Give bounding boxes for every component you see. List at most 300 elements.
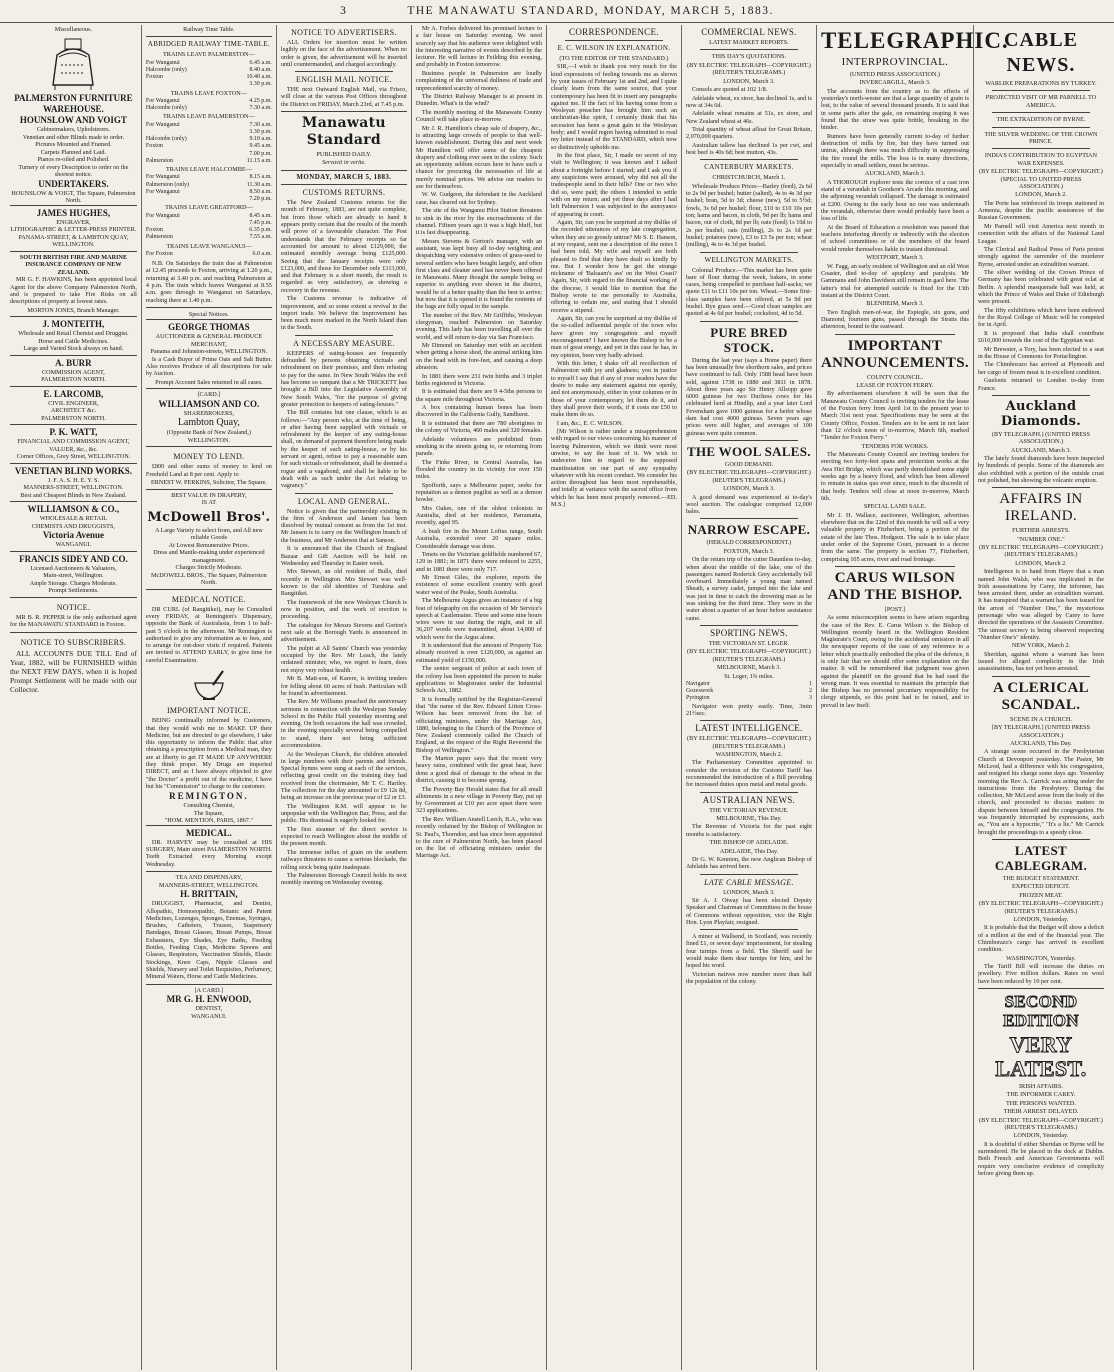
timetable-destination: For Wanganui xyxy=(145,98,180,105)
ad-text: £800 and other sums of money to lend on Freehold Land at 8 per cent. Apply to xyxy=(145,463,272,478)
land-sale-sub: SPECIAL LAND SALE. xyxy=(863,503,927,511)
article-para: By advertisement elsewhere it will be seen that the Manawatu County Council is inviting tenders for the lease of the Foxton ferry from April 1st in the present year to March 31st next year. Specifications may be seen at the County Office, Foxton. Tenders are to be sent in not later than 12 o'clock noon of to-morrow, March 6th, marked "Tender for Foxton Ferry." xyxy=(820,390,969,442)
ad-line: (Opposite Bank of New Zealand,) xyxy=(166,429,251,437)
news-item: The Marton paper says that the recent very heavy rains, combined with the great heat, have done a good deal of damage to the wheat in the district, causing it to become sprung. xyxy=(415,755,542,785)
article-para: Mr J. H. Wallace, auctioneer, Wellington, advertises elsewhere that on the 22nd of this month he will sell a very valuable property in Fitzherbert, being a portion of the estate of the late Thos. Hodgson. The sale is to take place under order of the Supreme Court, pursuant to a decree from the same. The property is section 77, Fitzherbert, comprising 105 acres, river and road frontage. xyxy=(820,511,969,563)
cable-item: Mr Brewster, a Tory, has been elected to a seat in the House of Commons for Portarlington. xyxy=(977,345,1104,360)
news-item: Mrs Oakes, one of the oldest colonists in Australia, died at her residence, Parramatta, recently, aged 95. xyxy=(415,504,542,527)
ad-text: DR. HARVEY may be consulted at HIS SURGERY, Main street PALMERSTON NORTH. Teeth Extracted every Morning except Wednesday. xyxy=(145,838,272,868)
article-para: At the Board of Education a resolution was passed that teachers interfering directly or indirectly with the election of school committees or of the members of the board would render themselves liable to instant dismissal. xyxy=(820,223,969,253)
ad-line: MANNERS-STREET, WELLINGTON. xyxy=(23,484,124,492)
ad-line: IS AT xyxy=(201,499,217,507)
ad-text: DR CURL (of Rangitikei), may be Consulted every FRIDAY, at Remington's Dispensary, opposite the Bank of Australasia, from 1 to half-past 5 o'clock in the afternoon. Mr Remington is authorised to give any information as to fees, and to arrange for out-door visits if required. Patients are invited to ATTEND EARLY, to give time for careful Examination. xyxy=(145,605,272,664)
auckland-diamonds-heading: Auckland Diamonds. xyxy=(1000,398,1082,429)
timetable-time: 11.30 a.m. xyxy=(246,181,272,188)
canterbury-heading: CANTERBURY MARKETS. xyxy=(704,163,794,172)
cable-news-heading: CABLE NEWS. xyxy=(1004,29,1078,76)
race-result-row xyxy=(686,688,812,695)
quote-item: Total quantity of wheat afloat for Great Britain, 2,070,000 quarters. xyxy=(685,126,812,141)
misc-text: A miner at Wallsend, in Scotland, was recently fined £1, or seven days' imprisonment, for stealing four turnips from a field. The Sheriff said he would make them dear turnips for him, and he hoped his word. xyxy=(685,933,812,970)
telegraph-credit: (BY ELECTRIC TELEGRAPH—COPYRIGHT.) (SPECIAL TO UNITED PRESS ASSOCIATION.) xyxy=(979,168,1103,191)
wool-sub: GOOD DEMAND. xyxy=(724,460,773,468)
ad-line: PALMERSTON NORTH. xyxy=(41,376,106,384)
furniture-illustration-icon xyxy=(43,35,103,91)
ad-line: Cabinetmakers, Upholsterers. xyxy=(36,126,111,134)
timetable-row xyxy=(146,220,272,227)
news-item: Mr J. R. Hamilton's cheap sale of drapery, &c., is attracting large crowds of people to that well-known establishment. During this and next week Mr Hamilton will offer some of the cheapest drapery and clothing ever seen in the colony. Such an opportunity seldom occurs here to have such a chance for procuring the necessaries of life at merely nominal prices. We advise our readers to see for themselves. xyxy=(415,124,542,190)
commercial-quotes xyxy=(686,86,812,156)
timetable-row xyxy=(146,60,272,67)
news-item: The pulpit at All Saints' Church was yesterday occupied by the Rev. Mr Leach, the lately ordained minister, who, we regret to learn, does not enjoy very robust health. xyxy=(280,644,407,674)
telegraph-credit: [BY TELEGRAPH.] (UNITED PRESS ASSOCIATION.) xyxy=(991,724,1090,739)
masthead-page-number: 3 xyxy=(340,5,348,17)
pure-bred-text: During the last year (says a Home paper) there has been unusually few shorthorn sales, and prices have continued to fall. Only 1588 head have been sold, against 1738 in 1880 and 3811 in 1878. About three years ago Sir Henry Allsopp gave 6000 guineas for two Duchess cows for his celebrated herd at Hindlip, and a year later Lord Fevensham gave 1000 guineas for a heifer whose dam had cost 4000 guineas. Seven years ago prices were still higher, and averages of 100 guineas were quite common. xyxy=(685,356,812,437)
advertisement-insurance xyxy=(10,251,137,316)
news-item: The Rev. Mr Williams preached the anniversary sermons in connection with the Wesleyan Sunday School in the Public Hall yesterday morning and evening. On both occasions the hall was crowded, in the evening especially several being compelled to stand, there not being sufficient accommodation. xyxy=(280,698,407,750)
timetable-row xyxy=(146,227,272,234)
ad-line: Lambton Quay, xyxy=(177,417,240,429)
ad-line: BEST VALUE IN DRAPERY, xyxy=(171,491,247,499)
timetable-time: 9.45 a.m. xyxy=(249,143,272,150)
ad-line: PANAMA-STREET, & LAMBTON QUAY, WELLINGTON. xyxy=(18,233,129,249)
wool-text: A good demand was experienced at to-day's wool auction. The catalogue comprised 12,000 bales. xyxy=(685,493,812,516)
news-item: Adelaide volunteers are prohibited from smoking in the streets going to, or returning from parade. xyxy=(415,435,542,458)
article-para: The Customs revenue is indicative of improvement, and so some extent a revival in the import trade. We believe the improvement has been much more marked in the North Island than in the South. xyxy=(280,295,407,332)
article-para: The accounts from the country as to the effects of yesterday's north-wester are that a large quantity of grain is lost, to the value of several thousand pounds. It is said that in some parts after the gale, on remaining reaping it was found that the straw was quite brittle, breaking in the binder. xyxy=(820,87,969,132)
timetable-time: 3.30 p.m. xyxy=(249,129,272,136)
race-text: Navigator won pretty easily. Time, 3min 21½sec. xyxy=(685,702,812,717)
telegraph-credit: (BY ELECTRIC TELEGRAPH—COPYRIGHT.) (REUTER'S TELEGRAMS.) xyxy=(979,544,1103,559)
letter-para: I am, &c., E. C. WILSON. xyxy=(556,419,623,427)
cable-subhead: THE SILVER WEDDING OF THE CROWN PRINCE. xyxy=(984,130,1098,146)
bishop-sub: THE BISHOP OF ADELAIDE. xyxy=(709,839,789,847)
timetable-destination: For Wanganui xyxy=(145,59,180,66)
quote-item: Consols are quoted at 102 1/8. xyxy=(691,86,768,94)
ad-line: DENTIST, xyxy=(195,1005,223,1013)
dateline: LONDON, March 2. xyxy=(1015,191,1067,199)
ad-line: WELLINGTON. xyxy=(187,436,231,444)
ad-line: MANNERS-STREET, WELLINGTON. xyxy=(158,881,259,889)
ad-line: The Square, xyxy=(193,809,224,817)
latest-intelligence-heading: LATEST INTELLIGENCE. xyxy=(695,723,803,734)
timetable-time: 7.20 p.m. xyxy=(249,196,272,203)
timetable-time: 8.40 a.m. xyxy=(249,67,272,74)
ad-line: Corner Offices, Grey Street, WELLINGTON. xyxy=(16,453,131,461)
news-item: The Poverty Bay Herald states that for all small allotments in a new village in Poverty Bay, put up by Government at £10 per acre upset there were 323 applications. xyxy=(415,785,542,815)
ad-line: PALMERSTON NORTH. xyxy=(41,414,106,422)
second-edition-heading: SECOND EDITION xyxy=(1003,991,1079,1030)
commercial-news-heading: COMMERCIAL NEWS. xyxy=(701,27,797,37)
ad-name: WILLIAMSON AND CO. xyxy=(158,398,260,409)
very-latest-heading: VERY LATEST. xyxy=(995,1031,1087,1081)
ad-heading: TEA AND DISPENSARY, xyxy=(175,874,243,882)
very-latest-sub: THEIR ARREST DELAYED. xyxy=(1003,1108,1079,1116)
cable-item: Mr Parnell will visit America next month in connection with the affairs of the National Land League. xyxy=(977,222,1104,245)
timetable-row xyxy=(146,122,272,129)
timetable-section-title: TRAINS LEAVE FOXTON— xyxy=(170,89,247,97)
news-item: Mr Ernest Giles, the explorer, reports the existence of some excellent country with good water west of the Peake, South Australia. xyxy=(415,574,542,596)
tenders-sub: TENDERS FOR WORKS. xyxy=(861,442,929,450)
dateline: BLENHEIM, March 3. xyxy=(866,300,924,308)
dateline: LONDON, March 3. xyxy=(723,485,775,493)
ad-line: ARCHITECT &c. xyxy=(50,407,97,415)
timetable-time: 3.30 p.m. xyxy=(249,81,272,88)
column-3 xyxy=(276,25,411,1370)
news-item: The District Railway Manager is at present in Dunedin. What's in the wind? xyxy=(415,93,542,108)
news-item: The Wellington R.M. will appear to be unpopular with the Wellington Bar, Press, and the public. His dismissal is eagerly looked for. xyxy=(280,802,407,825)
advertisement-mcdowell xyxy=(146,489,272,589)
timetable-section xyxy=(146,98,272,112)
news-item: Notice is given that the partnership existing in the firm of Anderson and Jansen has been dissolved by mutual consent as from the 1st inst. Mr Jansen is to carry on the Wellington branch of the business, and Mr Anderson that at Sanson. xyxy=(280,507,407,544)
timetable-section xyxy=(146,122,272,165)
masthead-date: MONDAY, MARCH 5, 1883. xyxy=(603,5,774,17)
dateline: ADELAIDE, This Day. xyxy=(719,847,779,855)
ad-line: Panama and Johnston-streets, WELLINGTON. xyxy=(150,348,268,356)
ad-heading: MEDICAL. xyxy=(186,827,232,838)
race-result-row xyxy=(686,695,812,702)
news-item: In 1881 there were 231 twin births and 3 triplet births registered in Victoria. xyxy=(415,372,542,387)
very-latest-sub: THE INFORMER CAREY. xyxy=(1006,1091,1076,1099)
latest-cablegram-heading: LATEST CABLEGRAM. xyxy=(994,842,1088,873)
ad-name: McDowell Bros'. xyxy=(147,509,271,525)
ireland-sub: FURTHER ARRESTS. xyxy=(1012,527,1070,535)
mortar-and-pestle-icon xyxy=(189,669,229,703)
notice-text: ALL ACCOUNTS DUE TILL End of Year, 1882, will be FURNISHED within the NEXT FEW DAYS, when it is hoped Prompt Settlement will be made with our Collector. xyxy=(10,648,137,694)
cable-subhead: PROJECTED VISIT OF MR PARNELL TO AMERICA. xyxy=(985,94,1097,109)
timetable-section-title: TRAINS LEAVE PALMERSTON— xyxy=(163,51,255,59)
timetable-row xyxy=(146,81,272,88)
ad-line: Horse and Cattle Medicines. xyxy=(38,337,109,345)
cablegram-sub: THE BUDGET STATEMENT. xyxy=(1002,874,1080,882)
motto: Servavit in verite. xyxy=(321,159,366,167)
advertisement-watt xyxy=(10,424,137,463)
ad-name: E. LARCOMB, xyxy=(43,388,104,399)
english-mail-heading: ENGLISH MAIL NOTICE. xyxy=(296,75,392,85)
ad-line: Main-street, Wellington. xyxy=(43,572,104,580)
ad-heading: MONEY TO LEND. xyxy=(173,452,245,462)
timetable-time: 8.50 a.m. xyxy=(249,188,272,195)
telegraph-credit: (BY TELEGRAPH.) (UNITED PRESS ASSOCIATION.) xyxy=(991,430,1090,446)
article-para: W. Fagg, an early resident of Wellington and an old West Coaster, died to-day of apoplexy and paralysis. Mr Gammans and John Davidson still remain in gaol here. The latter's trial for attempted suicide is fixed for the 13th instant at the District Court. xyxy=(820,262,969,299)
timetable-destination xyxy=(146,220,222,227)
dateline: AUCKLAND, March 3. xyxy=(864,170,926,178)
ad-line: FINANCIAL AND COMMISSION AGENT, xyxy=(17,438,130,446)
ad-line: Victoria Avenue xyxy=(42,530,105,541)
article-para: KEEPERS of eating-houses are frequently defrauded by persons obtaining victuals and refreshment on their premises, and then refusing to pay for the same. In New South Wales the evil has become so rampant that a Mr TRICKETT has brought a Bill into the Legislative Assembly of New South Wales, "for the purpose of giving greater protection to keepers of eating-houses." xyxy=(280,349,407,408)
timetable-destination: Halcombe (only) xyxy=(145,136,187,143)
ad-line: SHAREBROKERS, xyxy=(183,409,235,417)
race-name: St. Leger, 1¾ miles. xyxy=(724,672,774,680)
column-2 xyxy=(141,25,276,1370)
ad-line: McDOWELL BROS., The Square, Palmerston North. xyxy=(151,571,267,587)
scandal-sub: SCENE IN A CHURCH. xyxy=(1010,715,1072,723)
horse-place: 1 xyxy=(808,680,812,687)
pure-bred-heading: PURE BRED STOCK. xyxy=(710,324,788,355)
advertisement-burr xyxy=(10,355,137,386)
notice-advertisers-text: ALL Orders for insertion must be written legibly on the face of the advertisement. When no order is given, the advertisement will be inserted until countermanded, and charged accordingly. xyxy=(280,39,407,68)
ad-line: Best and Cheapest Blinds in New Zealand. xyxy=(20,491,127,499)
ad-name: J. MONTEITH, xyxy=(42,319,105,330)
ad-name: A. BURR xyxy=(55,357,92,368)
dateline: LONDON, Yesterday. xyxy=(1013,915,1069,923)
news-item: It is formally notified by the Registrar-General that "the name of the Rev. Edward Litton Cross-Wilson has been removed from the list of officiating ministers, under the Marriage Act, 1880, belonging to the Church of the Province of New Zealand commonly called the Church of England, at the request of the Right Reverend the Bishop of Wellington." xyxy=(415,695,542,754)
cable-news-article xyxy=(978,200,1104,392)
ad-line: VALUER, &c., &c. xyxy=(49,445,98,453)
columns xyxy=(6,25,1108,1370)
timetable-destination xyxy=(146,151,224,158)
timetable-time: 6.35 p.m. xyxy=(249,227,272,234)
ad-line: AUCTIONEER & GENERAL PRODUCE MERCHANT, xyxy=(155,333,263,348)
timetable-destination: For Foxton xyxy=(145,250,173,257)
dateline: WASHINGTON, March 2. xyxy=(715,750,783,758)
timetable-row xyxy=(146,67,272,74)
ad-line: Consulting Chemist, xyxy=(183,802,235,810)
article-para: A strange scene occurred in the Presbyterian Church at Devonport yesterday. The Pastor, Mr McLeod, had a difference with his congregation, and resigned his charge some days ago. Yesterday morning the Rev A. Carrick was acting under the instructions from the Presbytery. During the collection, Mr McLeod arose from the body of the church, and proceeded to discuss matters in dispute between himself and the congregation. He was frequently interrupted by expressions, such as, "You are a hypocrite," "It's a lie." Mr Carrick brought the proceedings to a speedy close. xyxy=(977,748,1104,836)
news-item: Mr B. Matt-son, of Karere, is inviting tenders for felling about 60 acres of bush. Particulars will be found in advertisement. xyxy=(280,675,407,697)
cable-item: The Chimborazo has arrived at Plymouth and her cargo of frozen meat is in excellent condition. xyxy=(977,361,1104,376)
advertisement-blinds xyxy=(10,463,137,502)
ad-name: H. BRITTAIN, xyxy=(180,889,238,900)
cablegram-sub: EXPECTED DEFICIT. xyxy=(1011,883,1070,891)
wellington-text: Colonial Produce.—This market has been quite bare of flour during the week, bakers, in some cases, being compelled to purchase half-sacks; we quote £11 to £11 10s per ton. Wheat.—Some first-class samples have been offered, at 5s 9d per bushel. Rye grass seed.—Good clean samples are quoted at 4s 6d per bushel; cocksfoot, 4d to 5d. xyxy=(685,266,812,318)
ad-signature: HOUNSLOW & VOIGT, The Square, Palmerston North. xyxy=(11,189,136,205)
masthead xyxy=(0,0,1114,23)
narrow-escape-text: On the return trip of the cutter Dauntless to-day, when about the middle of the lake, one of the passengers named Roderick Grey accidentally fell overboard. Immediately a young man named Sheath, a survey cadet, jumped into the lake and was just in time to catch the drowning man as he was sinking for the third time. They were in the water about a quarter of an hour before assistance came. xyxy=(685,556,812,622)
undertakers-heading: UNDERTAKERS. xyxy=(38,178,109,189)
timetable-destination: Foxton xyxy=(145,227,163,234)
local-general-heading: LOCAL AND GENERAL. xyxy=(297,496,390,506)
timetable-destination: For Wanganui xyxy=(145,121,180,128)
carus-wilson-heading: CARUS WILSON AND THE BISHOP. xyxy=(827,569,963,603)
timetable-time: 7.30 a.m. xyxy=(249,105,272,112)
source-credit: [POST.] xyxy=(884,605,906,613)
advertisement-medical-notice xyxy=(146,589,272,668)
ad-line: Charges Strictly Moderate. xyxy=(175,564,243,572)
quote-item: Adelaide wheat, ex store, has declined 1s, and is now at 34s 6d. xyxy=(685,94,812,109)
dateline: CHRISTCHURCH, March 1. xyxy=(712,174,786,182)
ad-card: [A CARD.] xyxy=(194,986,224,994)
timetable-row xyxy=(146,234,272,241)
timetable-section-title: TRAINS LEAVE PALMERSTON— xyxy=(163,113,255,121)
news-item: Business people in Palmerston are loudly complaining of the universal dullness of trade and unprecedented scarcity of money. xyxy=(415,69,542,92)
telegraphic-heading: TELEGRAPHIC. xyxy=(820,28,1009,53)
news-item: The site of the Wanganui Pilot Station threatens to sink in the river by the encroachments of the channel. Fifteen years ago it was a high bluff, but it is fast disappearing. xyxy=(415,207,542,237)
race-results xyxy=(686,681,812,703)
notice-heading: NOTICE. xyxy=(56,602,91,612)
ad-name: VENETIAN BLIND WORKS. xyxy=(14,465,132,476)
wellington-heading: WELLINGTON MARKETS. xyxy=(704,255,794,264)
quote-item: Adelaide wheat remains at 51s, ex store, and New Zealand wheat at 46s. xyxy=(685,110,812,125)
timetable-row xyxy=(146,105,272,112)
furniture-firm-name: HOUNSLOW AND VOIGT xyxy=(19,115,127,126)
news-item: Spofforth, says a Melbourne paper, seeks for reputation as a demon pugilist as well as a demon bowler. xyxy=(415,481,542,504)
telegraph-credit: (BY ELECTRIC TELEGRAPH—COPYRIGHT.) (REUTER'S TELEGRAMS.) xyxy=(687,735,811,750)
victorian-revenue-sub: THE VICTORIAN REVENUE. xyxy=(709,806,789,814)
ireland-sub: "NUMBER ONE." xyxy=(1017,535,1065,543)
timetable-time: 8.15 a.m. xyxy=(249,174,272,181)
timetable-time: 7.55 a.m. xyxy=(249,234,272,241)
news-item: The senior sergeant of police at each town of the colony has been appointed the person to make applications to Magistrates under the Industrial Schools Act, 1882. xyxy=(415,665,542,695)
letter-para: SIR,—I wish to thank you very much for the kind expressions of feeling towards me as shown by your issues of February 1st and 2nd, and I quite clearly learn from the same source, that your contemporary has been fit to insert any paragraphs against me. If the fact of his having come from a Wesleyan preacher has brought him such an unchristian-like spirit, I certainly think that his secession has been a great gain to the Wesleyan body; and I would regret having submitted to read my letter instead of the STANDARD, which now so distinctively upholds me. xyxy=(550,63,677,151)
ad-line: Is a Cash Buyer of Prime Oats and Salt Butter. Also receives Produce of all descriptions for sale by Auction. xyxy=(145,355,272,378)
timetable-time: 11.15 a.m. xyxy=(246,157,272,164)
timetable-time: 8.45 a.m. xyxy=(249,212,272,219)
county-council-sub: COUNTY COUNCIL. xyxy=(866,373,924,381)
timetable-row xyxy=(146,143,272,150)
ad-name: WILLIAMSON & CO., xyxy=(27,504,120,515)
article-para: A THOROUGH explorer tests the cornice of a cast iron stand of a verandah in Goodson's Arcade this morning, and the adjoining verandah collapsed. The damage is estimated at £200. Owing to the early hour no one was underneath the verandah, otherwise there would probably have been a loss of life. xyxy=(820,178,969,223)
cablegram-sub: FROZEN MEAT. xyxy=(1019,891,1063,899)
masthead-paper-name: THE MANAWATU STANDARD, xyxy=(407,5,600,17)
advertisement-money-to-lend xyxy=(146,446,272,488)
column-7 xyxy=(816,25,1009,1370)
timetable-row xyxy=(146,182,272,189)
news-item: Mr Dimond on Saturday met with an accident when getting a horse shod, the animal striking him on the head with its fore-feet, and causing a deep abrasion. xyxy=(415,342,542,372)
news-item: A box containing human bones has been discovered in the California Gully, Sandhurst. xyxy=(415,404,542,419)
ad-line: A Large Variety to select from, and All new reliable Goods xyxy=(154,526,263,542)
cable-item: Guelonis returned to London to-day from France. xyxy=(977,377,1104,392)
advertisement-williamson-chemists xyxy=(10,501,137,551)
telegraph-credit: (HERALD CORRESPONDENT.) xyxy=(706,539,792,547)
sporting-heading: SPORTING NEWS. xyxy=(710,627,788,638)
cable-item: The silver wedding of the Crown Prince of Germany has been celebrated with great eclat at Berlin. A splendid masquerade ball was held, at which the Prince of Wales and Duke of Edinburgh were present. xyxy=(977,269,1104,306)
advertisement-monteith xyxy=(10,316,137,355)
news-item: The Rev. William Anstell Leech, B.A., who was recently ordained by the Bishop of Wellington in St. Paul's, Thorndon, and has since been appointed to the cure of Palmerston North, has been placed on the list of officiating ministers under the Marriage Act. xyxy=(415,815,542,860)
timetable-time: 6.45 a.m. xyxy=(249,59,272,66)
cable-item: It is proposed that India shall contribute £610,000 towards the cost of the Egyptian war. xyxy=(977,329,1104,345)
timetable-destination: Foxton xyxy=(145,143,163,150)
column-1 xyxy=(6,25,141,1370)
advertisement-sidey xyxy=(10,551,137,597)
letter-para: Again, Sir, can you be surprised at my dislike of the so-called influential people of the town who have given my congregation and myself encouragement? I have known the Bishop to be a man of great energy, and yet in this case he has, in my opinion, been very badly advised. xyxy=(550,315,677,359)
timetable-destination: Foxton xyxy=(145,74,163,81)
article-para: As some misconception seems to have arisen regarding the case of the Rev. E. Carus Wilson v. the Bishop of Wellington recently heard in the Wellington Resident Magistrate's Court, owing to the accidental omission in all the newspaper reports of the case of any reference to a letter which practically embodied the plea of the defence, it is only fair that we should offer some explanation on the matter. It will be remembered that judgment was given against the plaintiff on the ground that he had sued the wrong man. It was essential to maintain the principle that the Bishop has no personal pecuniary responsibility for clergy stipends, so this point had to be raised, and to prevail in law itself. xyxy=(820,614,969,709)
timetable-section-title: TRAINS LEAVE HALCOMBE— xyxy=(165,166,252,174)
timetable-row xyxy=(146,251,272,258)
timetable-row xyxy=(146,151,272,158)
dateline: NEW YORK, March 2. xyxy=(1011,642,1071,650)
article-para: The Tariff Bill will increase the duties on jewellery. Five million dollars. Rates on wool have been reduced by 10 per cent. xyxy=(977,963,1104,985)
telegraph-credit: (BY ELECTRIC TELEGRAPH—COPYRIGHT.) (REUTER'S TELEGRAMS.) xyxy=(979,900,1103,915)
race-result-row xyxy=(686,681,812,688)
notice-subscribers xyxy=(10,632,137,697)
news-item: The monthly meeting of the Manawatu County Council will take place to-morrow. xyxy=(415,108,542,124)
horse-name: Navigator xyxy=(685,680,710,687)
article-para: Intelligence is to hand from Hayre that a man named John Walsh, who was implicated in the Irish assassinations by Carey, the informer, has been arrested there, under an extradition warrant. It has transpired that a warrant has been issued for the arrest of "Number One," the mysterious personage who was alleged by Carey to have directed the operations of the Assassin Committee. The utmost secrecy is being observed respecting "Number One's" identity. xyxy=(977,568,1104,641)
ad-name: MR G. H. ENWOOD, xyxy=(166,994,252,1005)
news-item: The Melbourne Argus gives an instance of a big feat of telegraphy on the occasion of Mr Service's speech at Castlemaine. Three and some nine hours wires were in use during the night, and in all 36,207 words were transmitted, about 14,000 of which were for the Argus alone. xyxy=(415,597,542,641)
correspondence-letter xyxy=(551,63,677,508)
railway-timetable xyxy=(146,51,272,258)
ad-line: WHOLESALE & RETAIL xyxy=(39,515,108,523)
horse-name: Pyrington xyxy=(685,695,710,702)
timetable-time: 10.40 a.m. xyxy=(246,74,272,81)
timetable-destination: Palmerston xyxy=(145,234,173,241)
news-item: Tenets on the Victorian goldfields numbered 67, 129 in 1881; in 1871 there were reduced to 2255, and in 1881 there were only 717. xyxy=(415,551,542,573)
market-reports-sub: LATEST MARKET REPORTS. xyxy=(709,39,789,46)
letter-para: With this letter, I shake off all recollection of Palmerston with joy and gladness; you in justice to myself I say that if any of your readers have the desire to make any statement against me openly, and not anonymously, either in your columns or in those of your contemporary, let them do it, and they shall prove their words, if it costs me £50 to make them do so. xyxy=(550,360,677,419)
ad-line: COMMISSION AGENT, xyxy=(42,368,105,376)
letter-para: [Mr Wilson is rather under a misapprehension with regard to our views concerning his manner of leaving Palmerston, which we think were most unwise, to say the least of it. We wish to undeceive him in regard to the supposed manifestation on our part of any sympathy whatever with his recent conduct. We consider his action throughout has been most reprehensible, and totally at variance with the sacred office from which he has been most properly removed.—ED. M.S.] xyxy=(550,428,677,509)
published-daily: PUBLISHED DAILY. xyxy=(316,151,372,159)
timetable-destination: Halcombe (only) xyxy=(145,67,187,74)
australian-news-heading: AUSTRALIAN NEWS. xyxy=(702,794,796,805)
timetable-time: 7.30 a.m. xyxy=(249,121,272,128)
timetable-section xyxy=(146,213,272,242)
timetable-destination: For Wanganui xyxy=(145,174,180,181)
railway-heading: Railway Time Table. xyxy=(183,26,235,33)
important-notice-heading: IMPORTANT NOTICE. xyxy=(166,706,251,716)
article-para: It is doubtful if either Sheridan or Byrne will be surrendered. He be placed in the dock at Dublin. Both French and American Governments will require very conclusive evidence of complicity before giving them up. xyxy=(977,1140,1104,1178)
very-latest-sub: THE PERSONS WANTED. xyxy=(1006,1099,1076,1107)
timetable-row xyxy=(146,213,272,220)
dateline: LONDON, March 3. xyxy=(723,77,775,85)
article-para: It is probable that the Budget will show a deficit of a million at the end of the financial year. The Chimborazo's cargo has arrived in excellent condition. xyxy=(977,924,1104,954)
late-cable-text: Sir A. J. Otway has been elected Deputy Speaker and Chairman of Committees in the house of Commons without opposition, vice the Right Hon. Lyon Playfair, resigned. xyxy=(685,896,812,926)
important-announcements-heading: IMPORTANT ANNOUNCEMENTS. xyxy=(820,337,969,371)
notice-agent xyxy=(10,597,137,632)
article-para: Rumors have been generally current to-day of further destruction of mills by fire, but they have turned out untrue, although there was much difficulty in suppressing the fire round the mills. The loss is in many directions, especially to small settlers, must be serious. xyxy=(820,132,969,169)
ad-line: At Lowest Remunerative Prices. xyxy=(168,541,250,549)
column-4 xyxy=(411,25,546,1370)
news-item: W. W. Gudgeon, the defendant in the Auckland case, has cleared out for Sydney. xyxy=(415,191,542,206)
ad-line: Pictures Mounted and Framed. xyxy=(35,141,112,149)
news-item: A bush fire in the Mount Loftus range, South Australia, extended over 20 square miles. Considerable damage was done. xyxy=(415,527,542,550)
local-news-continued xyxy=(416,25,542,860)
clerical-scandal-heading: A CLERICAL SCANDAL. xyxy=(992,679,1089,713)
advertisement-harvey xyxy=(146,825,272,871)
late-cable-heading: LATE CABLE MESSAGE. xyxy=(704,877,794,887)
horse-name: Gozeswork xyxy=(685,688,714,695)
ad-line: LITHOGRAPHIC & LETTER-PRESS PRINTER. xyxy=(10,226,137,234)
timetable-destination xyxy=(146,81,224,88)
news-item: It is estimated that there are 9 4-5ths persons to the square mile throughout Victoria. xyxy=(415,388,542,403)
ad-name: REMINGTON. xyxy=(169,791,249,802)
news-item: At the Wesleyan Church, the children attended in large numbers with their parents and friends. Special hymns were sung at each of the services, reflecting great credit on the training they had received from the choirmaster, Mr T. C. Hartley. The collection for the day amounted to £9 12s 8d, being an increase on the previous year of £2 or £3. xyxy=(280,750,407,802)
news-item: The number of the Rev. Mr Griffiths, Wesleyan clergyman, reached Palmerston on Saturday evening. This lady has been travelling all over the world, and will return to-day via San Francisco. xyxy=(415,311,542,341)
ad-line: CIVIL ENGINEER, xyxy=(48,399,99,407)
railway-subheading: ABRIDGED RAILWAY TIME-TABLE. xyxy=(147,40,270,49)
ad-text: MR G. F. HAWKINS, has been appointed local Agent for the above Company Palmerston North, and is prepared to take Fire Risks on all descriptions of property at lowest rates. xyxy=(10,276,137,306)
ad-line: Ample Storage. Charges Moderate. xyxy=(29,579,118,587)
dateline: FOXTON, March 3. xyxy=(723,547,775,555)
cable-item: The Clerical and Radical Press of Paris protest strongly against the surrender of the murderer Byrne, arrested under an extradition warrant. xyxy=(977,246,1104,268)
to-editor: (TO THE EDITOR OF THE STANDARD.) xyxy=(559,55,669,62)
misc-text: Victorian natives now number more than half the population of the colony. xyxy=(685,970,812,986)
article-para: The New Zealand Customs returns for the month of February, 1883, are not quite complete, but from those which are already to hand it appears pretty certain that the results of the month will prove of a favourable character. The Post understands that the February receipts so far accounted for amount to about £129,000, the estimated monthly average being £125,000. Seeing that the January receipts were only £123,000, and those for December only £113,000, and that February is a short month, the result is regarded as very satisfactory, as showing a recovery in the revenue. xyxy=(280,199,407,294)
timetable-row xyxy=(146,158,272,165)
dateline: WASHINGTON, Yesterday. xyxy=(1006,954,1076,962)
necessary-measure-heading: A NECESSARY MEASURE. xyxy=(293,338,395,348)
customs-article xyxy=(281,199,407,332)
dateline: MELBOURNE, March 3. xyxy=(716,664,781,672)
english-mail-text: THE next Outward English Mail, via Frisco, will close at the various Post Offices throughout the District on FRIDAY, March 23rd, at 7.45 p.m. xyxy=(280,86,407,108)
news-item: Mrs Stewart, an old resident of Bulls, died recently in Wellington. Mrs Stewart was well-known to the old identities of Turakina and Rangitikei. xyxy=(280,568,407,598)
timetable-row xyxy=(146,189,272,196)
dateline: AUCKLAND, March 3. xyxy=(1010,446,1072,454)
telegraph-credit: (BY ELECTRIC TELEGRAPH—COPYRIGHT.) (REUTER'S TELEGRAMS.) xyxy=(979,1116,1103,1132)
column-6 xyxy=(681,25,816,1370)
ad-line: WANGANUI. xyxy=(191,1012,227,1020)
column-8 xyxy=(973,25,1108,1370)
correspondence-heading: CORRESPONDENCE. xyxy=(569,27,659,37)
news-item: The Finke River, in Central Australia, has flooded the country in its vicinity for over 150 miles. xyxy=(415,458,542,481)
necessary-measure-article xyxy=(281,350,407,490)
dateline: LONDON, Yesterday. xyxy=(1013,1132,1069,1140)
important-notice-text: BEING continually informed by Customers, that they would wish me to MAKE UP their Medicine, but are directed to go elsewhere, I take this opportunity to inform the Public that after obtaining a prescription from a Medical man, they are at liberty to get IT MADE UP ANYWHERE they think proper. My Drugs are imported DIRECT, and as I have always objected to give "the Doctor" a profit out of the medicine, I have but his "Commission" to charge to the customer. xyxy=(145,717,272,790)
lease-sub: LEASE OF FOXTON FERRY. xyxy=(856,381,934,389)
special-notices-heading: Special Notices. xyxy=(188,310,229,318)
